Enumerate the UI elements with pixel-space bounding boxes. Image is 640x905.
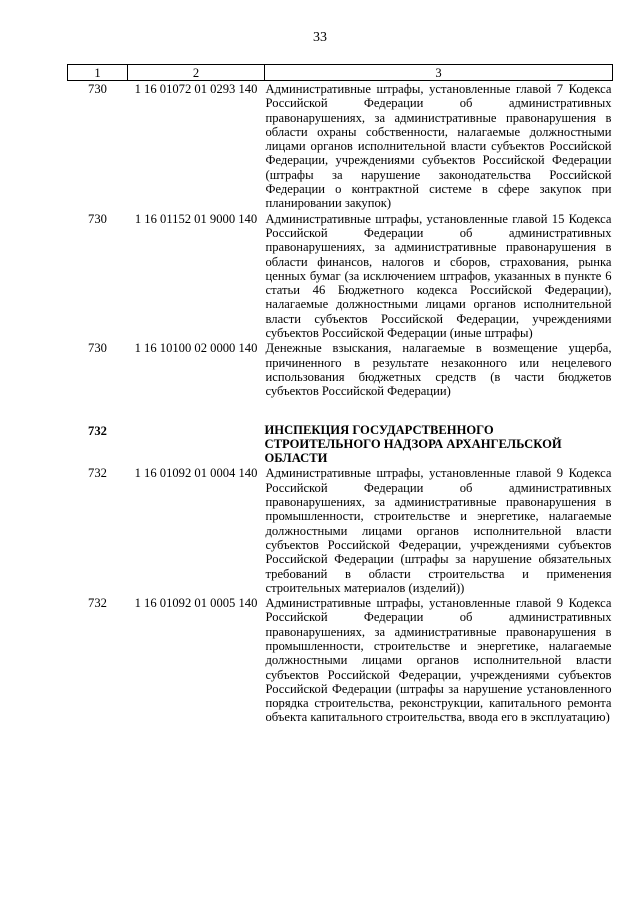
budget-class-code: 1 16 01072 01 0293 140 xyxy=(134,82,258,96)
section-code: 732 xyxy=(88,423,107,438)
budget-class-code: 1 16 01092 01 0004 140 xyxy=(134,466,258,481)
section-heading-row xyxy=(68,423,613,466)
section-title: ИНСПЕКЦИЯ ГОСУДАРСТВЕННОГО СТРОИТЕЛЬНОГО НАДЗОРА АРХАНГЕЛЬСКОЙ ОБЛАСТИ xyxy=(264,422,562,466)
column-header-1: 1 xyxy=(68,65,128,81)
table-row xyxy=(68,340,613,398)
admin-code: 732 xyxy=(88,466,107,481)
table-row xyxy=(68,81,613,211)
admin-code: 730 xyxy=(88,82,107,96)
income-description: Административные штрафы, установленные главой 15 Кодекса Российской Федерации об административных правонарушениях, за административные правонарушения в области финансов, налогов и сборов, страхования, рынка ценных бумаг (за исключением штрафов, указанных в пункте 6 статьи 46 Бюджетного кодекса Российской Федерации), налагаемые должностными лицами органов исполнительной власти субъектов Российской Федерации, учреждениями субъектов Российской Федерации (иные штрафы) xyxy=(265,211,612,341)
income-description: Административные штрафы, установленные главой 9 Кодекса Российской Федерации об административных правонарушениях, за административные правонарушения в промышленности, строительстве и энергетике, налагаемые должностными лицами органов исполнительной власти субъектов Российской Федерации, учреждениями субъектов Российской Федерации (штрафы за нарушение обязательных требований в области строительства и применения строительных материалов (изделий)) xyxy=(265,466,612,595)
column-header-3: 3 xyxy=(265,65,613,81)
income-description: Денежные взыскания, налагаемые в возмещение ущерба, причиненного в результате незаконного или нецелевого использования бюджетных средств (в части бюджетов субъектов Российской Федерации) xyxy=(265,341,612,399)
admin-code: 730 xyxy=(88,211,107,226)
table-row xyxy=(68,465,613,595)
spacer-row xyxy=(68,399,613,423)
admin-code: 732 xyxy=(88,596,107,611)
table-row xyxy=(68,211,613,341)
spacer xyxy=(68,399,613,423)
budget-class-code: 1 16 01092 01 0005 140 xyxy=(134,596,258,611)
empty-cell xyxy=(128,423,265,466)
income-codes-table xyxy=(67,64,613,725)
table-row xyxy=(68,595,613,725)
budget-class-code: 1 16 01152 01 9000 140 xyxy=(134,211,258,226)
page-number: 33 xyxy=(313,30,327,45)
income-description: Административные штрафы, установленные главой 9 Кодекса Российской Федерации об административных правонарушениях, за административные правонарушения в промышленности, строительстве и энергетике, налагаемые должностными лицами органов исполнительной власти субъектов Российской Федерации, учреждениями субъектов Российской Федерации (штрафы за нарушение установленного порядка строительства, реконструкции, капитального ремонта объекта капитального строительства, ввода его в эксплуатацию) xyxy=(265,596,612,725)
admin-code: 730 xyxy=(88,341,107,356)
column-number-row xyxy=(68,65,613,81)
income-description: Административные штрафы, установленные главой 7 Кодекса Российской Федерации об административных правонарушениях, за административные правонарушения в области охраны собственности, налагаемые должностными лицами органов исполнительной власти субъектов Российской Федерации, учреждениями субъектов Российской Федерации (штрафы за нарушение законодательства Российской Федерации о контрактной системе в сфере закупок при планировании закупок) xyxy=(265,82,612,211)
column-header-2: 2 xyxy=(128,65,265,81)
budget-class-code: 1 16 10100 02 0000 140 xyxy=(134,341,258,356)
